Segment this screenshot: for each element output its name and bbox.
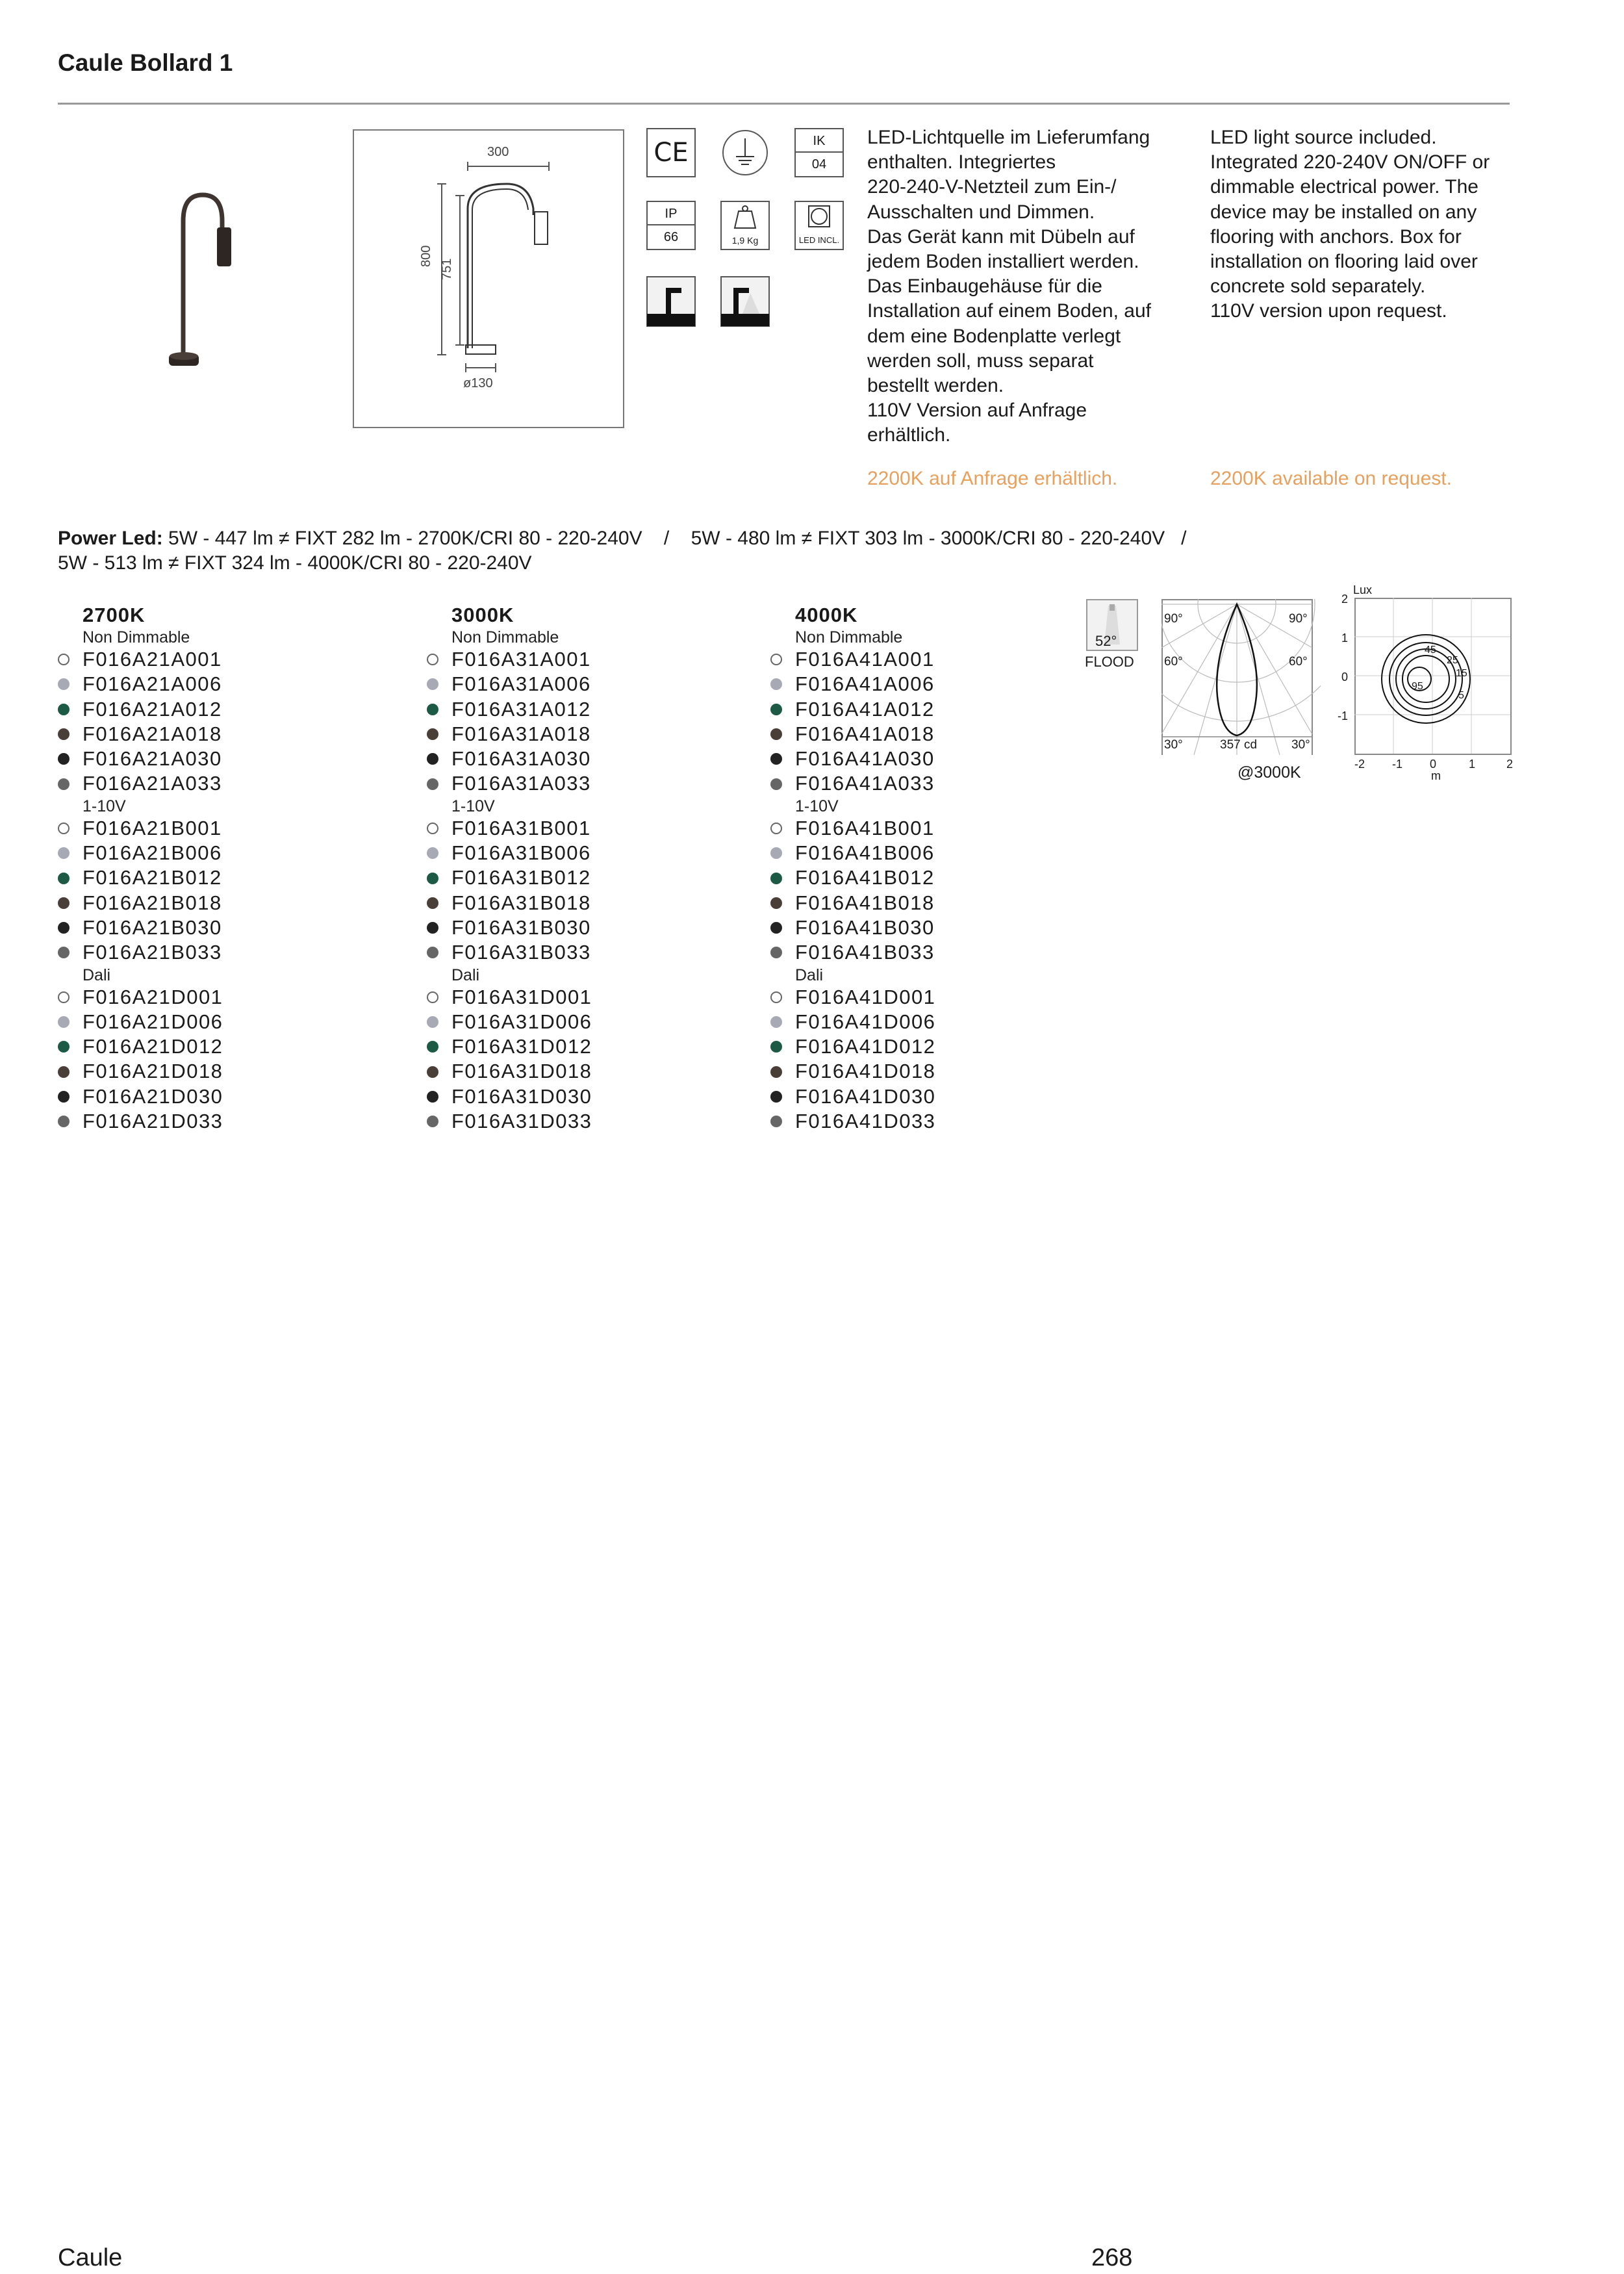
finish-swatch-icon (770, 897, 782, 909)
product-code: F016A31D006 (451, 1010, 592, 1033)
iso-label: 95 (1412, 681, 1423, 692)
finish-swatch-icon (770, 1016, 782, 1028)
power-specs (58, 526, 1487, 576)
led-included-icon: LED INCL. (794, 201, 844, 250)
product-code: F016A21B018 (82, 891, 222, 914)
product-code: F016A31B030 (451, 915, 591, 939)
finish-swatch-icon (427, 728, 438, 740)
product-code: F016A41A012 (795, 697, 935, 721)
finish-swatch-icon (770, 1041, 782, 1053)
product-code: F016A21D001 (82, 985, 223, 1008)
finish-swatch-icon (58, 778, 70, 790)
finish-swatch-icon (427, 704, 438, 715)
width-label: 300 (487, 145, 509, 159)
product-code-row (58, 697, 383, 722)
beam-angle-badge (1086, 599, 1138, 671)
product-code: F016A41B033 (795, 941, 935, 964)
ip-rating-icon: IP 66 (646, 201, 696, 250)
product-code: F016A41A018 (795, 722, 935, 745)
product-code: F016A31B012 (451, 866, 591, 889)
finish-swatch-icon (427, 1066, 438, 1078)
dimming-group-label: Dali (82, 965, 111, 984)
certification-icons (646, 128, 848, 336)
dimming-group-label: 1-10V (82, 797, 126, 815)
product-code-row (770, 647, 1095, 672)
finish-swatch-icon (58, 823, 70, 834)
finish-swatch-icon (58, 678, 70, 690)
product-code: F016A31B018 (451, 891, 591, 914)
lux-x-tick: 0 (1430, 758, 1437, 771)
product-code: F016A41D001 (795, 985, 936, 1008)
description-en: LED light source included. Integrated 220-240V ON/OFF or dimmable electrical power. The device may be installed on any flooring with anchors. Box for installation on flooring laid over concrete sold separately. 110V version upon request. (1210, 127, 1490, 322)
finish-swatch-icon (427, 753, 438, 765)
polar-label-30-right: 30° (1291, 738, 1310, 752)
code-column-3000k (427, 603, 752, 1134)
finish-swatch-icon (58, 847, 70, 859)
product-code: F016A21D033 (82, 1110, 223, 1133)
base-diameter-label: ø130 (463, 376, 493, 390)
finish-swatch-icon (58, 1041, 70, 1053)
product-code-row (58, 940, 383, 965)
product-code-row (770, 816, 1095, 841)
finish-swatch-icon (58, 753, 70, 765)
finish-swatch-icon (58, 991, 70, 1003)
product-code: F016A41A033 (795, 772, 935, 795)
product-code: F016A31B006 (451, 841, 591, 865)
product-code: F016A41B030 (795, 915, 935, 939)
product-code-row (427, 647, 752, 672)
product-code-row (58, 841, 383, 865)
dimming-group-label: Non Dimmable (82, 628, 190, 646)
product-code-row (58, 647, 383, 672)
product-code: F016A31A030 (451, 747, 591, 771)
product-code: F016A41D033 (795, 1110, 936, 1133)
beam-angle: 52° (1095, 633, 1117, 649)
lux-y-tick: 2 (1341, 593, 1349, 606)
polar-label-30-left: 30° (1164, 738, 1183, 752)
page-number: 268 (1091, 2244, 1133, 2271)
product-code: F016A31B033 (451, 941, 591, 964)
finish-swatch-icon (427, 1091, 438, 1103)
iso-label: 15 (1456, 668, 1467, 679)
product-code: F016A21A018 (82, 722, 222, 745)
height-label: 800 (419, 245, 433, 267)
finish-swatch-icon (427, 947, 438, 958)
dimension-drawing (353, 129, 624, 428)
availability-note-de: 2200K auf Anfrage erhältlich. (867, 468, 1118, 489)
finish-swatch-icon (770, 873, 782, 884)
ground-class-icon (720, 128, 770, 177)
code-column-2700k (58, 603, 383, 1134)
color-temperature-heading: 4000K (795, 604, 858, 626)
product-code-row (770, 697, 1095, 722)
product-code-row (427, 722, 752, 747)
finish-swatch-icon (770, 823, 782, 834)
iso-label: 5 (1458, 690, 1464, 701)
dimming-group-label: 1-10V (795, 797, 839, 815)
product-code-row (58, 722, 383, 747)
finish-swatch-icon (770, 1066, 782, 1078)
product-code-row (58, 985, 383, 1010)
finish-swatch-icon (58, 922, 70, 934)
product-code: F016A31D033 (451, 1110, 592, 1133)
product-code: F016A21D012 (82, 1035, 223, 1058)
product-code-row (770, 915, 1095, 940)
reference-temperature: @3000K (1237, 763, 1301, 782)
finish-swatch-icon (770, 753, 782, 765)
product-code-row (58, 1010, 383, 1034)
finish-swatch-icon (58, 1066, 70, 1078)
finish-swatch-icon (427, 1116, 438, 1127)
finish-swatch-icon (770, 947, 782, 958)
product-code-row (58, 1084, 383, 1109)
product-code-row (770, 1034, 1095, 1059)
product-code-row (58, 1059, 383, 1084)
lux-x-tick: -1 (1392, 758, 1403, 771)
product-code-row (58, 747, 383, 771)
lux-axis-unit: m (1431, 769, 1441, 782)
product-code: F016A41A006 (795, 672, 935, 696)
polar-label-60-right: 60° (1289, 655, 1308, 669)
product-code: F016A41B012 (795, 866, 935, 889)
ik-rating-icon: IK 04 (794, 128, 844, 177)
finish-swatch-icon (427, 922, 438, 934)
product-code: F016A41D018 (795, 1060, 936, 1083)
finish-swatch-icon (770, 654, 782, 665)
iso-label: 25 (1447, 655, 1458, 666)
dimming-group-label: Dali (451, 965, 480, 984)
power-line-1: 5W - 447 lm ≠ FIXT 282 lm - 2700K/CRI 80 - 220-240V / 5W - 480 lm ≠ FIXT 303 lm - 3000K/CRI 80 - 220-240V / (162, 528, 1187, 549)
finish-swatch-icon (427, 1041, 438, 1053)
product-code-row (770, 747, 1095, 771)
lux-x-tick: 2 (1506, 758, 1514, 771)
finish-swatch-icon (770, 704, 782, 715)
dimming-group-label: Dali (795, 965, 824, 984)
product-code-row (427, 771, 752, 796)
dimming-group-label: 1-10V (451, 797, 495, 815)
product-code: F016A21D006 (82, 1010, 223, 1033)
product-code-row (427, 1059, 752, 1084)
finish-swatch-icon (427, 847, 438, 859)
product-code: F016A21A033 (82, 772, 222, 795)
finish-swatch-icon (770, 778, 782, 790)
description-de: LED-Lichtquelle im Lieferumfang enthalten. Integriertes 220-240-V-Netzteil zum Ein-/ Ausschalten und Dimmen. Das Gerät kann mit Dübeln auf jedem Boden installiert werden. Das Einbaugehäuse für die Installation auf einem Boden, auf dem eine Bodenplatte verlegt werden soll, muss separat bestellt werden. 110V Version auf Anfrage erhältlich. (867, 127, 1151, 446)
color-temperature-heading: 3000K (451, 604, 514, 626)
product-code-row (770, 985, 1095, 1010)
product-code: F016A21B012 (82, 866, 222, 889)
lux-diagram (1338, 583, 1517, 791)
product-code: F016A31A018 (451, 722, 591, 745)
polar-label-60-left: 60° (1164, 655, 1183, 669)
product-code-row (427, 747, 752, 771)
product-code-row (58, 1109, 383, 1134)
product-code: F016A41D030 (795, 1084, 936, 1108)
surface-mount-icon (646, 276, 696, 327)
polar-diagram (1161, 599, 1321, 755)
finish-swatch-icon (427, 1016, 438, 1028)
product-code-row (770, 891, 1095, 915)
beam-type: FLOOD (1085, 654, 1134, 670)
finish-swatch-icon (770, 1091, 782, 1103)
lux-x-tick: 1 (1469, 758, 1476, 771)
power-label: Power Led: (58, 528, 163, 549)
product-code: F016A41B018 (795, 891, 935, 914)
product-code-row (427, 1084, 752, 1109)
product-code-row (770, 1084, 1095, 1109)
product-code-row (427, 1034, 752, 1059)
finish-swatch-icon (58, 1016, 70, 1028)
footer-family: Caule (58, 2244, 123, 2271)
product-code-row (427, 891, 752, 915)
product-code: F016A31D030 (451, 1084, 592, 1108)
product-code-row (58, 865, 383, 890)
finish-swatch-icon (427, 778, 438, 790)
lux-x-tick: -2 (1354, 758, 1365, 771)
polar-label-90-left: 90° (1164, 612, 1183, 626)
product-code: F016A31D018 (451, 1060, 592, 1083)
product-code: F016A31B001 (451, 816, 591, 839)
product-code-row (427, 816, 752, 841)
peak-intensity: 357 cd (1220, 738, 1258, 752)
product-code-row (770, 1010, 1095, 1034)
product-code: F016A21A001 (82, 648, 222, 671)
product-code: F016A41B001 (795, 816, 935, 839)
product-code: F016A31A001 (451, 648, 591, 671)
product-photo (149, 188, 253, 377)
weight-icon: 1,9 Kg (720, 201, 770, 250)
product-code-row (770, 771, 1095, 796)
product-code-row (427, 915, 752, 940)
dimming-group-label: Non Dimmable (795, 628, 903, 646)
finish-swatch-icon (770, 678, 782, 690)
product-code-row (58, 891, 383, 915)
product-code: F016A21A030 (82, 747, 222, 771)
finish-swatch-icon (427, 678, 438, 690)
product-code-row (770, 841, 1095, 865)
finish-swatch-icon (58, 897, 70, 909)
finish-swatch-icon (770, 1116, 782, 1127)
product-code-row (770, 1109, 1095, 1134)
product-code: F016A41A001 (795, 648, 935, 671)
finish-swatch-icon (427, 897, 438, 909)
product-code: F016A21D030 (82, 1084, 223, 1108)
product-code: F016A31D001 (451, 985, 592, 1008)
product-code-row (58, 1034, 383, 1059)
finish-swatch-icon (427, 873, 438, 884)
product-code-row (770, 940, 1095, 965)
product-code-row (427, 697, 752, 722)
product-code-row (770, 722, 1095, 747)
product-code-row (58, 915, 383, 940)
code-column-4000k (770, 603, 1095, 1134)
product-code: F016A21D018 (82, 1060, 223, 1083)
product-code: F016A41D012 (795, 1035, 936, 1058)
finish-swatch-icon (427, 991, 438, 1003)
finish-swatch-icon (770, 728, 782, 740)
product-code: F016A31D012 (451, 1035, 592, 1058)
product-code-row (427, 865, 752, 890)
product-code-row (770, 672, 1095, 696)
finish-swatch-icon (58, 728, 70, 740)
product-code: F016A31A006 (451, 672, 591, 696)
iso-label: 45 (1425, 645, 1436, 656)
product-code: F016A21B001 (82, 816, 222, 839)
finish-swatch-icon (58, 654, 70, 665)
product-code: F016A41B006 (795, 841, 935, 865)
availability-note-en: 2200K available on request. (1210, 468, 1452, 489)
product-code-row (427, 985, 752, 1010)
finish-swatch-icon (427, 654, 438, 665)
finish-swatch-icon (58, 1116, 70, 1127)
product-code: F016A21B006 (82, 841, 222, 865)
product-code: F016A31A033 (451, 772, 591, 795)
product-code-row (427, 1109, 752, 1134)
product-code: F016A21A012 (82, 697, 222, 721)
product-code-row (770, 865, 1095, 890)
product-code-row (427, 672, 752, 696)
lux-y-tick: -1 (1338, 709, 1349, 722)
product-code-row (427, 841, 752, 865)
lux-axis-title: Lux (1353, 583, 1373, 596)
product-code: F016A21A006 (82, 672, 222, 696)
product-code: F016A21B030 (82, 915, 222, 939)
header-divider (58, 103, 1510, 105)
product-code-row (58, 771, 383, 796)
finish-swatch-icon (770, 991, 782, 1003)
recessed-mount-icon (720, 276, 770, 327)
inner-height-label: 751 (440, 258, 454, 280)
product-code-row (58, 672, 383, 696)
color-temperature-heading: 2700K (82, 604, 146, 626)
finish-swatch-icon (58, 947, 70, 958)
product-code-row (770, 1059, 1095, 1084)
product-code: F016A31A012 (451, 697, 591, 721)
polar-label-90-right: 90° (1289, 612, 1308, 626)
finish-swatch-icon (770, 922, 782, 934)
product-code-table (58, 603, 1032, 1155)
product-code-row (427, 1010, 752, 1034)
ce-mark-icon: CE (646, 128, 696, 177)
lux-y-tick: 0 (1341, 671, 1349, 683)
finish-swatch-icon (427, 823, 438, 834)
finish-swatch-icon (770, 847, 782, 859)
finish-swatch-icon (58, 1091, 70, 1103)
product-code: F016A41A030 (795, 747, 935, 771)
finish-swatch-icon (58, 704, 70, 715)
power-line-2: 5W - 513 lm ≠ FIXT 324 lm - 4000K/CRI 80 - 220-240V (58, 552, 532, 574)
product-code: F016A21B033 (82, 941, 222, 964)
page-title: Caule Bollard 1 (58, 49, 233, 76)
lux-y-tick: 1 (1341, 632, 1349, 645)
finish-swatch-icon (58, 873, 70, 884)
product-code: F016A41D006 (795, 1010, 936, 1033)
product-code-row (427, 940, 752, 965)
dimming-group-label: Non Dimmable (451, 628, 559, 646)
product-code-row (58, 816, 383, 841)
